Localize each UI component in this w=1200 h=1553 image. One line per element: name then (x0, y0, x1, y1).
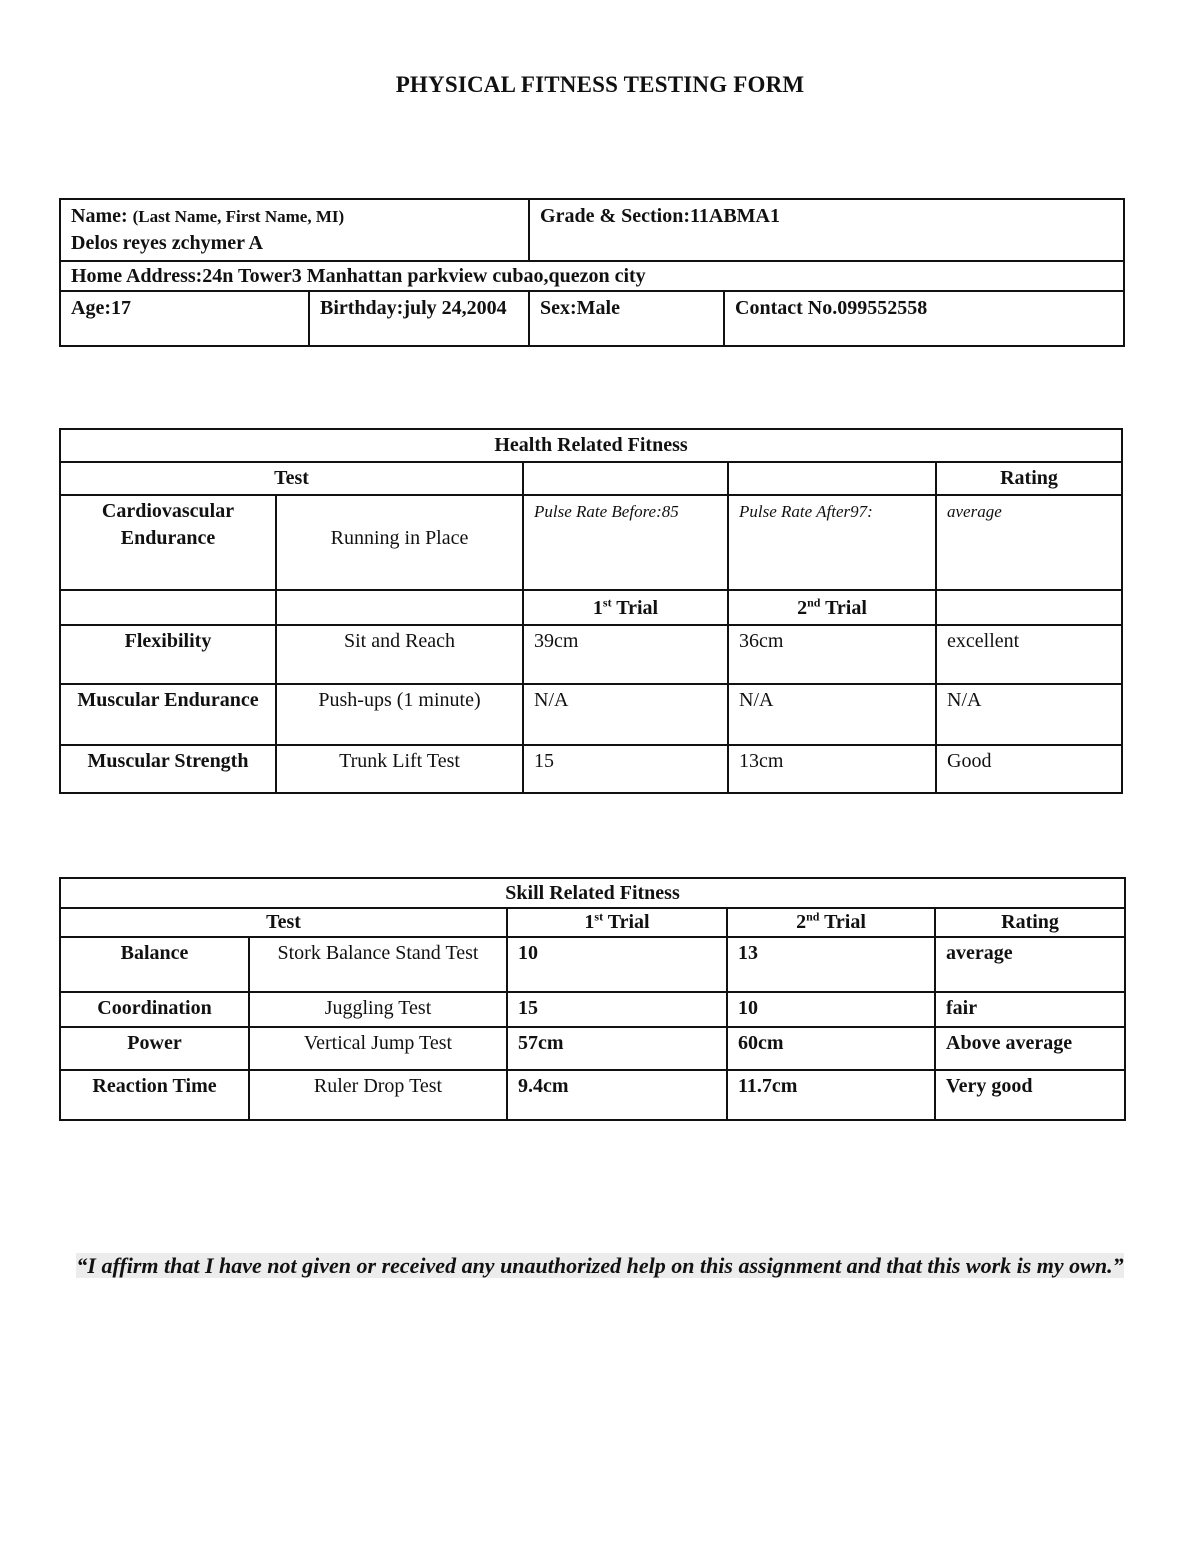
row-component: Balance (60, 937, 249, 992)
row-rating: excellent (936, 625, 1122, 684)
row-trial1: 9.4cm (507, 1070, 727, 1120)
affirmation-statement (60, 1251, 1140, 1281)
health-col-blank-2 (728, 462, 936, 495)
row-trial2: 11.7cm (727, 1070, 935, 1120)
row-trial1: 10 (507, 937, 727, 992)
health-col-blank-1 (523, 462, 728, 495)
health-trial2-header: 2nd Trial (728, 590, 936, 625)
cardio-component: Cardiovascular Endurance (60, 495, 276, 590)
skill-col-test: Test (60, 908, 507, 937)
row-test: Trunk Lift Test (276, 745, 523, 793)
cardio-test: Running in Place (276, 495, 523, 590)
skill-col-rating: Rating (935, 908, 1125, 937)
row-rating: average (935, 937, 1125, 992)
table-row (60, 992, 1125, 1027)
row-trial2: 13 (727, 937, 935, 992)
row-component: Muscular Endurance (60, 684, 276, 745)
row-trial2: 60cm (727, 1027, 935, 1070)
row-trial1: 15 (523, 745, 728, 793)
pulse-after: Pulse Rate After97: (728, 495, 936, 590)
trial-row-blank-2 (276, 590, 523, 625)
name-hint: (Last Name, First Name, MI) (132, 207, 345, 226)
row-trial1: N/A (523, 684, 728, 745)
row-component: Reaction Time (60, 1070, 249, 1120)
health-col-rating: Rating (936, 462, 1122, 495)
name-cell (60, 199, 529, 261)
row-component: Power (60, 1027, 249, 1070)
trial-row-blank-3 (936, 590, 1122, 625)
row-trial1: 15 (507, 992, 727, 1027)
table-row (60, 1070, 1125, 1120)
row-test: Ruler Drop Test (249, 1070, 507, 1120)
skill-fitness-table (59, 877, 1126, 1121)
table-row (60, 937, 1125, 992)
skill-trial1-header: 1st Trial (507, 908, 727, 937)
birthday-cell: Birthday:july 24,2004 (309, 291, 529, 346)
skill-table-title: Skill Related Fitness (60, 878, 1125, 908)
health-col-test: Test (60, 462, 523, 495)
health-fitness-table (59, 428, 1123, 794)
grade-section-cell: Grade & Section:11ABMA1 (529, 199, 1124, 261)
row-test: Juggling Test (249, 992, 507, 1027)
row-test: Stork Balance Stand Test (249, 937, 507, 992)
health-table-title: Health Related Fitness (60, 429, 1122, 462)
trial-row-blank-1 (60, 590, 276, 625)
row-trial1: 57cm (507, 1027, 727, 1070)
table-row (60, 745, 1122, 793)
row-component: Coordination (60, 992, 249, 1027)
contact-cell: Contact No.099552558 (724, 291, 1124, 346)
skill-trial2-header: 2nd Trial (727, 908, 935, 937)
sex-cell: Sex:Male (529, 291, 724, 346)
row-rating: N/A (936, 684, 1122, 745)
row-trial2: 10 (727, 992, 935, 1027)
row-rating: Good (936, 745, 1122, 793)
cardio-rating: average (936, 495, 1122, 590)
row-rating: Very good (935, 1070, 1125, 1120)
name-value: Delos reyes zchymer A (71, 232, 263, 254)
affirmation-text: “I affirm that I have not given or received any unauthorized help on this assignment and that this work is my own.” (76, 1253, 1124, 1278)
row-trial2: 36cm (728, 625, 936, 684)
row-trial2: 13cm (728, 745, 936, 793)
row-trial1: 39cm (523, 625, 728, 684)
row-test: Push-ups (1 minute) (276, 684, 523, 745)
row-component: Muscular Strength (60, 745, 276, 793)
pulse-before: Pulse Rate Before:85 (523, 495, 728, 590)
row-rating: Above average (935, 1027, 1125, 1070)
row-component: Flexibility (60, 625, 276, 684)
form-title: PHYSICAL FITNESS TESTING FORM (395, 72, 805, 97)
table-row (60, 625, 1122, 684)
row-rating: fair (935, 992, 1125, 1027)
row-test: Vertical Jump Test (249, 1027, 507, 1070)
row-trial2: N/A (728, 684, 936, 745)
student-info-table (59, 198, 1125, 347)
table-row (60, 684, 1122, 745)
health-trial1-header: 1st Trial (523, 590, 728, 625)
row-test: Sit and Reach (276, 625, 523, 684)
name-label: Name: (71, 205, 128, 227)
table-row (60, 1027, 1125, 1070)
home-address-cell: Home Address:24n Tower3 Manhattan parkview cubao,quezon city (60, 261, 1124, 291)
age-cell: Age:17 (60, 291, 309, 346)
